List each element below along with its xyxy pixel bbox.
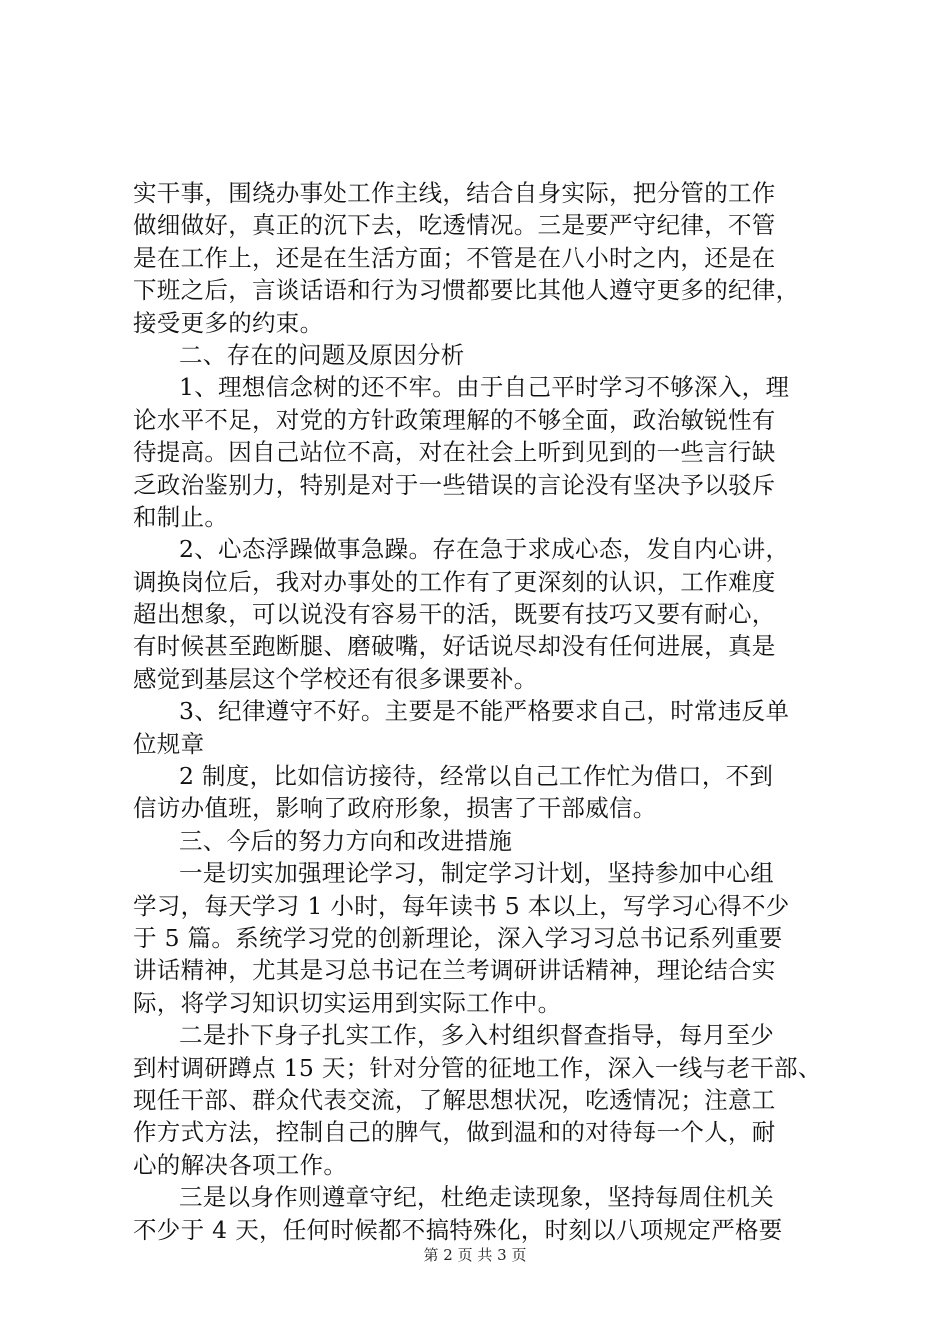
text-line: 讲话精神，尤其是习总书记在兰考调研讲话精神，理论结合实 [133,956,776,985]
text-line: 现任干部、群众代表交流，了解思想状况，吃透情况；注意工 [133,1085,776,1114]
section-heading: 三、今后的努力方向和改进措施 [179,826,513,855]
section-heading: 二、存在的问题及原因分析 [179,340,465,369]
text-line: 接受更多的约束。 [133,308,324,337]
text-line: 2 制度，比如信访接待，经常以自己工作忙为借口，不到 [179,762,774,791]
text-line: 和制止。 [133,502,229,531]
text-line: 际，将学习知识切实运用到实际工作中。 [133,988,562,1017]
text-line: 超出想象，可以说没有容易干的活，既要有技巧又要有耐心， [133,600,776,629]
text-line: 调换岗位后，我对办事处的工作有了更深刻的认识，工作难度 [133,567,776,596]
text-line: 三是以身作则遵章守纪，杜绝走读现象，坚持每周住机关 [179,1183,774,1212]
page-number: 第 2 页 共 3 页 [423,1246,527,1264]
text-line: 二是扑下身子扎实工作，多入村组织督查指导，每月至少 [179,1021,774,1050]
text-line: 下班之后，言谈话语和行为习惯都要比其他人遵守更多的纪律， [133,276,800,305]
text-line: 不少于 4 天，任何时候都不搞特殊化，时刻以八项规定严格要 [133,1215,783,1244]
text-line: 2、心态浮躁做事急躁。存在急于求成心态，发自内心讲， [179,535,790,564]
text-line: 有时候甚至跑断腿、磨破嘴，好话说尽却没有任何进展，真是 [133,632,776,661]
text-line: 心的解决各项工作。 [133,1150,348,1179]
text-line: 一是切实加强理论学习，制定学习计划，坚持参加中心组 [179,859,774,888]
text-line: 到村调研蹲点 15 天；针对分管的征地工作，深入一线与老干部、 [133,1053,822,1082]
text-line: 待提高。因自己站位不高，对在社会上听到见到的一些言行缺 [133,438,776,467]
text-line: 论水平不足，对党的方针政策理解的不够全面，政治敏锐性有 [133,405,776,434]
text-line: 感觉到基层这个学校还有很多课要补。 [133,664,538,693]
text-line: 于 5 篇。系统学习党的创新理论，深入学习习总书记系列重要 [133,923,783,952]
page-footer [0,1244,950,1266]
document-body [133,177,833,1246]
text-line: 信访办值班，影响了政府形象，损害了干部威信。 [133,794,657,823]
text-line: 作方式方法，控制自己的脾气，做到温和的对待每一个人，耐 [133,1118,776,1147]
text-line: 做细做好，真正的沉下去，吃透情况。三是要严守纪律，不管 [133,211,776,240]
text-line: 乏政治鉴别力，特别是对于一些错误的言论没有坚决予以驳斥 [133,470,776,499]
text-line: 1、理想信念树的还不牢。由于自己平时学习不够深入，理 [179,373,790,402]
text-line: 是在工作上，还是在生活方面；不管是在八小时之内，还是在 [133,243,776,272]
text-line: 实干事，围绕办事处工作主线，结合自身实际，把分管的工作 [133,179,776,207]
text-line: 3、纪律遵守不好。主要是不能严格要求自己，时常违反单 [179,697,790,726]
text-line: 位规章 [133,729,205,758]
text-line: 学习，每天学习 1 小时，每年读书 5 本以上，写学习心得不少 [133,891,790,920]
